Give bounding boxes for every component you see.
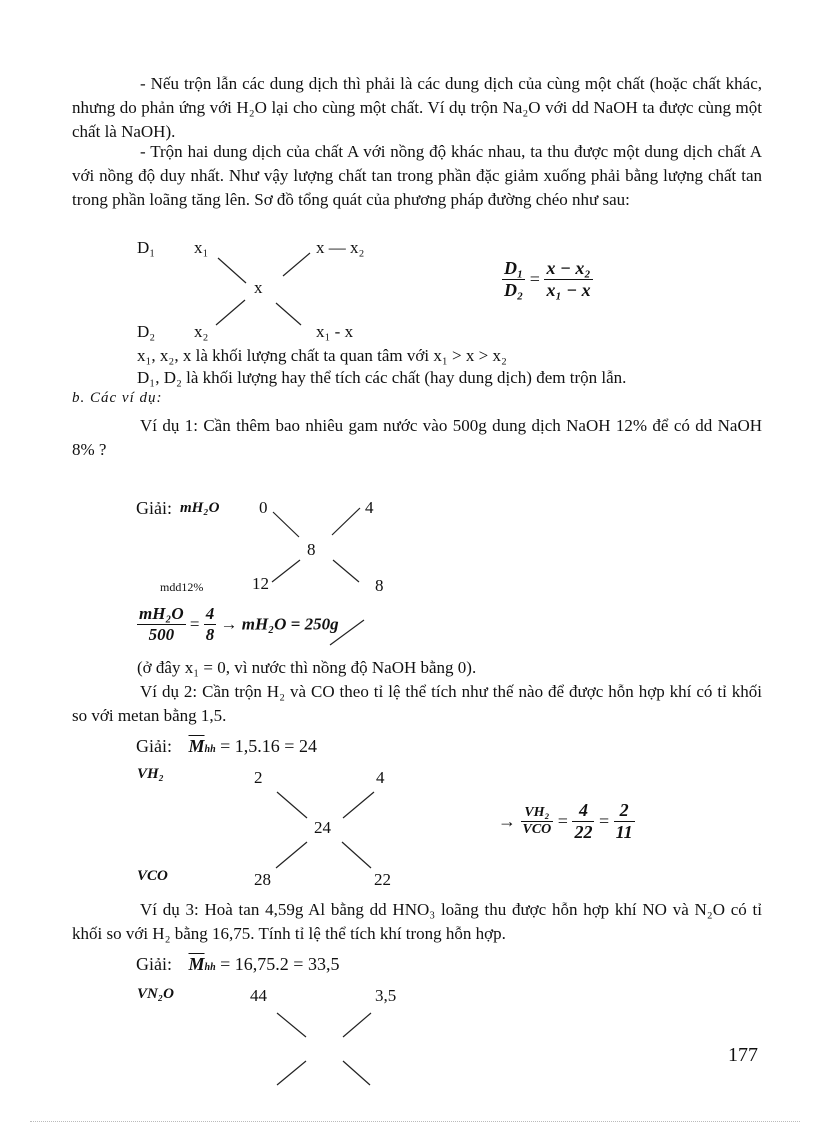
example1-solution-label: Giải: — [136, 498, 172, 518]
example2-mbar: $\overline{M}$ — [188, 736, 205, 756]
example1-bottom-left: 12 — [252, 574, 269, 593]
example2-bottom-left: 28 — [254, 870, 271, 889]
example1-center: 8 — [307, 540, 316, 559]
example2-f2-num: 4 — [572, 800, 594, 822]
example2-frac-num: VH₂ — [521, 805, 554, 822]
example2-top-right: 4 — [376, 768, 385, 787]
example3-question: Ví dụ 3: Hoà tan 4,59g Al bằng dd HNO₃ loãng thu được hỗn hợp khí NO và N₂O có tỉ khối so với H₂ bằng 16,75. Tính tỉ lệ thể tích khí trong hỗn hợp. — [72, 900, 762, 943]
example1-frac-num: mH₂O — [139, 604, 184, 623]
ex3-line-bl — [277, 1061, 306, 1085]
ex3-line-tl — [277, 1013, 306, 1037]
ex1-line-tr — [332, 508, 360, 535]
example2-mbar-sub: hh — [204, 744, 216, 755]
example2-top-left: 2 — [254, 768, 263, 787]
example3-top-left: 44 — [250, 986, 267, 1005]
ex2-line-tl — [277, 792, 307, 818]
example1-frac2-num: 4 — [205, 604, 215, 623]
ex1-line-stray — [330, 620, 364, 645]
formula-equals: = — [529, 269, 540, 289]
formula-right-den: x₁ − x — [546, 280, 591, 300]
example1-equals: = — [189, 614, 200, 634]
example2-center: 24 — [314, 818, 331, 837]
ex1-line-bl — [272, 560, 300, 582]
ex3-line-br — [343, 1061, 370, 1085]
example2-bottom-right: 22 — [374, 870, 391, 889]
scheme-d1: D₁ — [137, 238, 156, 257]
page-number: 177 — [728, 1044, 758, 1066]
ex2-line-br — [342, 842, 371, 868]
scheme-x2: x₂ — [194, 322, 209, 341]
example2-f2-den: 22 — [574, 822, 593, 842]
section-heading-examples: b. Các ví dụ: — [72, 390, 163, 406]
scheme-center: x — [254, 278, 263, 297]
bottom-divider — [30, 1121, 800, 1122]
example2-f3-den: 11 — [615, 822, 633, 842]
formula-left-den: D₂ — [504, 280, 524, 300]
example2-v-co: VCO — [137, 868, 168, 884]
scheme-line-br — [276, 303, 301, 325]
example1-top-right: 4 — [365, 498, 374, 517]
example1-note: (ở đây x₁ = 0, vì nước thì nồng độ NaOH bằng 0). — [137, 658, 477, 677]
example1-top-left: 0 — [259, 498, 268, 517]
example1-question: Ví dụ 1: Cần thêm bao nhiêu gam nước vào 500g dung dịch NaOH 12% để có dd NaOH 8% ? — [72, 416, 762, 459]
ex2-line-bl — [276, 842, 307, 868]
scheme-right-top: x — x₂ — [316, 238, 365, 257]
example2-f3-num: 2 — [614, 800, 635, 822]
example2-solution-label: Giải: — [136, 736, 172, 756]
scheme-right-bottom: x₁ - x — [316, 322, 354, 341]
scheme-line-tl — [218, 258, 246, 283]
example1-m-h2o: mH₂O — [180, 500, 220, 516]
note-x-values: x₁, x₂, x là khối lượng chất ta quan tâm với x₁ > x > x₂ — [137, 346, 507, 365]
ex2-line-tr — [343, 792, 374, 818]
scheme-d2: D₂ — [137, 322, 156, 341]
example2-v-h2: VH₂ — [137, 766, 164, 782]
paragraph-diagonal-method: - Trộn hai dung dịch của chất A với nồng độ khác nhau, ta thu được một dung dịch chất A với nồng độ duy nhất. Như vậy lượng chất tan trong phần đặc giảm xuống phải bằng lượng chất tan trong phần loãng tăng lên. Sơ đồ tổng quát của phương pháp đường chéo như sau: — [72, 142, 762, 209]
formula-left-num: D₁ — [504, 258, 524, 278]
example3-mbar-sub: hh — [204, 962, 216, 973]
scheme-line-bl — [216, 300, 245, 325]
example3-mbar: $\overline{M}$ — [188, 954, 205, 974]
example1-result: → mH₂O = 250g — [220, 614, 339, 634]
example3-mbar-value: = 16,75.2 = 33,5 — [220, 954, 340, 974]
example2-question: Ví dụ 2: Cần trộn H₂ và CO theo tỉ lệ thể tích như thế nào để được hỗn hợp khí có tỉ khối so với metan bằng 1,5. — [72, 682, 762, 725]
note-d-values: D₁, D₂ là khối lượng hay thể tích các chất (hay dung dịch) đem trộn lẫn. — [137, 368, 627, 387]
example3-v-n2o: VN₂O — [137, 986, 174, 1002]
scheme-x1: x₁ — [194, 238, 209, 257]
ex1-line-br — [333, 560, 359, 582]
example1-m-dd: mdd12% — [160, 580, 204, 594]
example2-mbar-value: = 1,5.16 = 24 — [220, 736, 317, 756]
example2-equals-1: = — [557, 811, 568, 831]
example1-bottom-right: 8 — [375, 576, 384, 595]
arrow-icon: → — [498, 811, 516, 831]
ex3-line-tr — [343, 1013, 371, 1037]
formula-right-num: x − x₂ — [546, 258, 591, 278]
example3-top-right: 3,5 — [375, 986, 397, 1005]
scheme-line-tr — [283, 253, 310, 276]
example2-equals-2: = — [598, 811, 610, 831]
example2-frac-den: VCO — [522, 822, 552, 837]
ex1-line-tl — [273, 512, 299, 537]
example3-solution-label: Giải: — [136, 954, 172, 974]
paragraph-mixing-rule: - Nếu trộn lẫn các dung dịch thì phải là các dung dịch của cùng một chất (hoặc chất khác, nhưng do phản ứng với H₂O lại cho cùng một chất. Ví dụ trộn Na₂O với dd NaOH ta được cùng một chất là NaOH). — [72, 74, 762, 141]
example1-frac2-den: 8 — [205, 625, 215, 644]
example1-frac-den: 500 — [148, 625, 175, 644]
